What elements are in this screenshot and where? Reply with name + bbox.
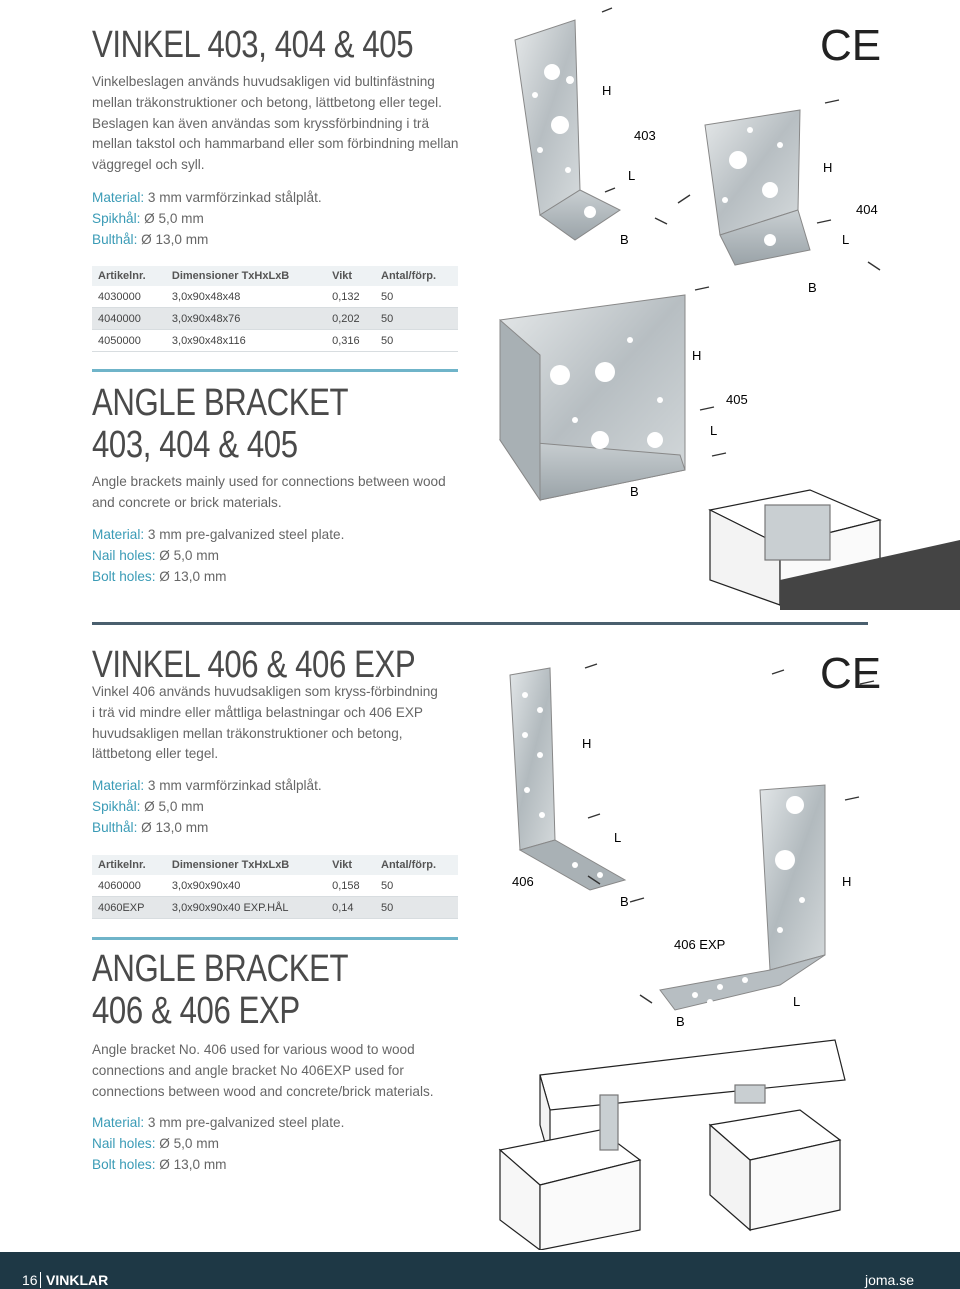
dim-label-h: H xyxy=(692,348,702,363)
installation-drawing-405 xyxy=(710,490,960,610)
dim-label-b: B xyxy=(620,894,629,909)
table-header-row xyxy=(92,266,458,286)
description-en-1: Angle brackets mainly used for connections between wood and concrete or brick materials. xyxy=(92,474,446,510)
table-row: 4040000 3,0x90x48x76 0,202 50 xyxy=(92,308,458,330)
bracket-406-exp-image xyxy=(660,785,825,1010)
dim-label-l: L xyxy=(614,830,622,845)
code-404: 404 xyxy=(856,202,878,217)
bracket-406-image xyxy=(510,668,625,890)
bracket-405-image xyxy=(500,295,685,500)
description-sv-2: Vinkel 406 används huvudsakligen som kryss-förbindning i trä vid mindre eller måttliga belastningar och 406 EXP huvudsakligen mellan träkonstruktioner och betong, lättbetong eller tegel. xyxy=(92,684,438,762)
code-405: 405 xyxy=(726,392,748,407)
dim-label-b: B xyxy=(630,484,639,499)
table-header-row: Artikelnr. Dimensioner TxHxLxB Vikt Antal/förp. xyxy=(92,855,458,875)
title-angle-bracket-2: ANGLE BRACKET xyxy=(92,948,349,990)
col-header: Artikelnr. xyxy=(92,266,166,286)
dim-label-b: B xyxy=(620,232,629,247)
article-table-1 xyxy=(92,266,458,352)
bracket-404-image xyxy=(705,110,810,265)
dim-label-h: H xyxy=(582,736,592,751)
title-vinkel-403-405: VINKEL 403, 404 & 405 xyxy=(92,24,414,66)
col-header: Antal/förp. xyxy=(375,266,458,286)
table-row: 4050000 3,0x90x48x116 0,316 50 xyxy=(92,330,458,352)
dim-label-l: L xyxy=(710,423,718,438)
bracket-403-image xyxy=(515,20,620,240)
specs-en-1: Material: 3 mm pre-galvanized steel plate. Nail holes: Ø 5,0 mm Bolt holes: Ø 13,0 mm xyxy=(92,527,345,584)
code-406: 406 xyxy=(512,874,534,889)
ce-mark: CE xyxy=(820,649,882,698)
title-angle-bracket-2-codes: 406 & 406 EXP xyxy=(92,990,300,1032)
specs-sv-2: Material: 3 mm varmförzinkad stålplåt. Spikhål: Ø 5,0 mm Bulthål: Ø 13,0 mm xyxy=(92,778,322,835)
installation-drawing-406 xyxy=(500,1040,845,1250)
dimension-ticks-2 xyxy=(585,664,874,1003)
code-406-exp: 406 EXP xyxy=(674,937,726,952)
page-number: 16 xyxy=(22,1272,38,1288)
dim-label-l: L xyxy=(842,232,850,247)
title-angle-bracket-1-codes: 403, 404 & 405 xyxy=(92,424,298,466)
brackets-403-404-405-figure xyxy=(480,0,960,610)
description-en-2: Angle bracket No. 406 used for various wood to wood connections and angle bracket No 406EXP used for connections between wood and concrete/brick materials. xyxy=(92,1042,434,1099)
spec-material: Material: 3 mm varmförzinkad stålplåt. xyxy=(92,190,322,205)
spec-bolt-holes: Bulthål: Ø 13,0 mm xyxy=(92,231,209,247)
col-header: Dimensioner TxHxLxB xyxy=(166,266,326,286)
table-row: 4030000 3,0x90x48x48 0,132 50 xyxy=(92,286,458,308)
code-403: 403 xyxy=(634,128,656,143)
dim-label-b: B xyxy=(676,1014,685,1029)
dim-label-h: H xyxy=(602,83,612,98)
spec-nail-holes: Spikhål: Ø 5,0 mm xyxy=(92,210,204,226)
article-table-2 xyxy=(92,855,458,919)
section-name: VINKLAR xyxy=(46,1272,109,1288)
col-header: Vikt xyxy=(326,266,375,286)
dim-label-h: H xyxy=(823,160,833,175)
dim-label-l: L xyxy=(628,168,636,183)
table-row: 4060EXP 3,0x90x90x40 EXP.HÅL 0,14 50 xyxy=(92,897,458,919)
ce-mark: CE xyxy=(820,21,882,70)
dim-label-h: H xyxy=(842,874,852,889)
specs-sv-1 xyxy=(92,188,322,250)
divider xyxy=(92,937,458,940)
dim-label-b: B xyxy=(808,280,817,295)
section-divider xyxy=(92,622,868,625)
specs-en-2: Material: 3 mm pre-galvanized steel plate. Nail holes: Ø 5,0 mm Bolt holes: Ø 13,0 mm xyxy=(92,1115,345,1172)
brackets-406-figure xyxy=(480,640,960,1250)
footer-separator xyxy=(40,1272,41,1288)
table-row: 4060000 3,0x90x90x40 0,158 50 xyxy=(92,875,458,897)
divider xyxy=(92,369,458,372)
website-link[interactable]: joma.se xyxy=(864,1272,914,1288)
footer-bar xyxy=(0,1252,960,1289)
description-sv-1: Vinkelbeslagen används huvudsakligen vid bultinfästning mellan träkonstruktioner och betong, lättbetong eller tegel. Beslagen kan även användas som kryssförbindning i trä mellan takstol och hammarband eller som förbindning mellan väggregel och syll. xyxy=(92,74,459,173)
dim-label-l: L xyxy=(793,994,801,1009)
title-angle-bracket-1: ANGLE BRACKET xyxy=(92,382,349,424)
title-vinkel-406: VINKEL 406 & 406 EXP xyxy=(92,644,416,686)
